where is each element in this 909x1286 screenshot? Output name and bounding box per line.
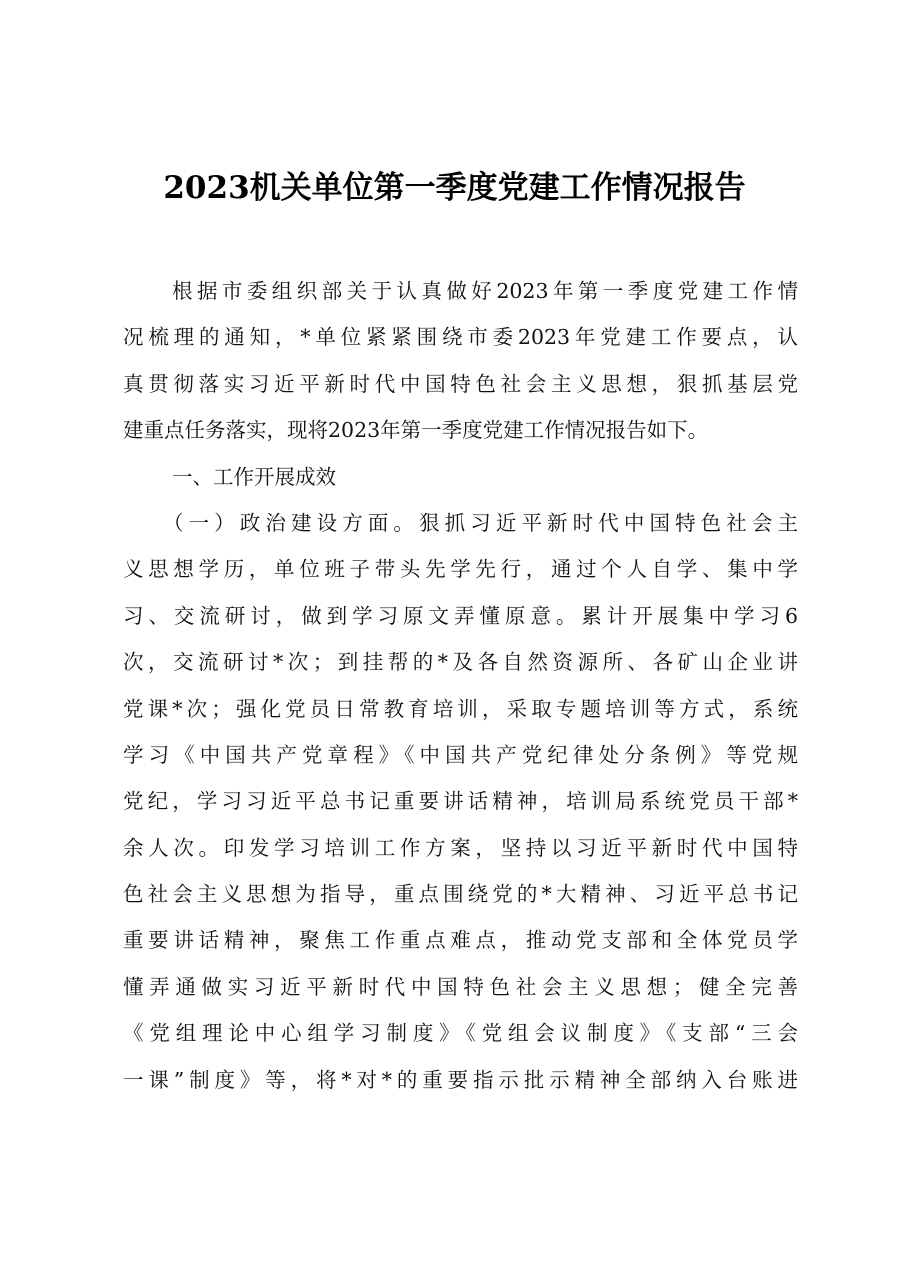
paragraph-line: 懂弄通做实习近平新时代中国特色社会主义思想；健全完善: [123, 974, 798, 999]
document-title: 2023机关单位第一季度党建工作情况报告: [163, 170, 746, 206]
paragraph-line: 余人次。印发学习培训工作方案，坚持以习近平新时代中国特: [123, 835, 798, 860]
paragraph-line: 习、交流研讨，做到学习原文弄懂原意。累计开展集中学习6: [123, 603, 798, 628]
paragraph-line: 况梳理的通知，*单位紧紧围绕市委2023年党建工作要点，认: [123, 325, 798, 350]
document-body: [123, 268, 798, 1103]
paragraph-line: 建重点任务落实，现将2023年第一季度党建工作情况报告如下。: [123, 418, 709, 443]
paragraph-line: 学习《中国共产党章程》《中国共产党纪律处分条例》等党规: [123, 742, 798, 767]
paragraph-line: 党纪，学习习近平总书记重要讲话精神，培训局系统党员干部*: [123, 789, 798, 814]
paragraph-line: 一课”制度》等，将*对*的重要指示批示精神全部纳入台账进: [123, 1067, 798, 1092]
paragraph-line: 《党组理论中心组学习制度》《党组会议制度》《支部“三会: [123, 1021, 798, 1046]
section-heading: 一、工作开展成效: [172, 464, 336, 489]
paragraph-line: 重要讲话精神，聚焦工作重点难点，推动党支部和全体党员学: [123, 928, 798, 953]
paragraph-line: 义思想学历，单位班子带头先学先行，通过个人自学、集中学: [123, 557, 798, 582]
paragraph-line: 次，交流研讨*次；到挂帮的*及各自然资源所、各矿山企业讲: [123, 650, 798, 675]
paragraph-line: 根据市委组织部关于认真做好2023年第一季度党建工作情: [172, 279, 798, 303]
paragraph-line: 党课*次；强化党员日常教育培训，采取专题培训等方式，系统: [123, 696, 798, 721]
paragraph-line: 真贯彻落实习近平新时代中国特色社会主义思想，狠抓基层党: [123, 371, 798, 396]
paragraph-line: （一）政治建设方面。狠抓习近平新时代中国特色社会主: [163, 510, 798, 535]
paragraph-line: 色社会主义思想为指导，重点围绕党的*大精神、习近平总书记: [123, 882, 798, 907]
